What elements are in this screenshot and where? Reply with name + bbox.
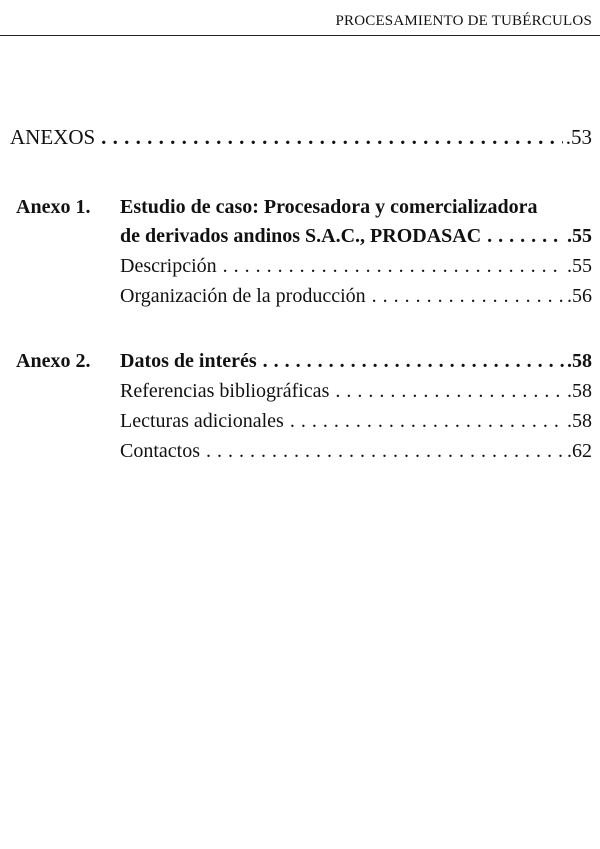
annex-1-title-line-1: Estudio de caso: Procesadora y comercializadora (120, 196, 538, 218)
toc-entry-annex-2-title[interactable] (120, 349, 592, 373)
dot-leader (263, 349, 564, 373)
dot-leader (290, 409, 564, 433)
toc-entry-lecturas[interactable] (120, 409, 592, 433)
toc-page-number: .53 (565, 125, 592, 149)
toc-entry-referencias[interactable] (120, 379, 592, 403)
toc-label: Lecturas adicionales (120, 410, 284, 432)
dot-leader (206, 439, 564, 463)
annex-number-2: Anexo 2. (16, 350, 91, 372)
annex-1-title-line-2: de derivados andinos S.A.C., PRODASAC (120, 225, 482, 247)
toc-label: ANEXOS (10, 125, 96, 149)
toc-page-number: .55 (567, 225, 592, 247)
toc-page-number: .58 (567, 410, 592, 432)
toc-entry-organizacion[interactable] (120, 284, 592, 308)
toc-page-number: .55 (567, 255, 592, 277)
running-head: PROCESAMIENTO DE TUBÉRCULOS (335, 13, 592, 29)
toc-page-number: .62 (567, 440, 592, 462)
toc-page-number: .56 (567, 285, 592, 307)
annex-2-title: Datos de interés (120, 350, 257, 372)
toc-entry-contactos[interactable] (120, 439, 592, 463)
toc-label: Contactos (120, 440, 200, 462)
toc-label: Descripción (120, 255, 217, 277)
toc-label: Referencias bibliográficas (120, 380, 330, 402)
toc-entry-annex-1-title[interactable] (120, 224, 592, 248)
toc-label: Organización de la producción (120, 285, 366, 307)
annex-number-1: Anexo 1. (16, 196, 91, 218)
dot-leader (487, 224, 564, 248)
toc-entry-anexos[interactable] (10, 125, 592, 149)
header-rule (0, 35, 600, 36)
dot-leader (223, 254, 564, 278)
dot-leader (101, 125, 563, 149)
dot-leader (372, 284, 564, 308)
dot-leader (335, 379, 564, 403)
toc-page-number: .58 (567, 380, 592, 402)
toc-entry-descripcion[interactable] (120, 254, 592, 278)
toc-page-number: .58 (567, 350, 592, 372)
